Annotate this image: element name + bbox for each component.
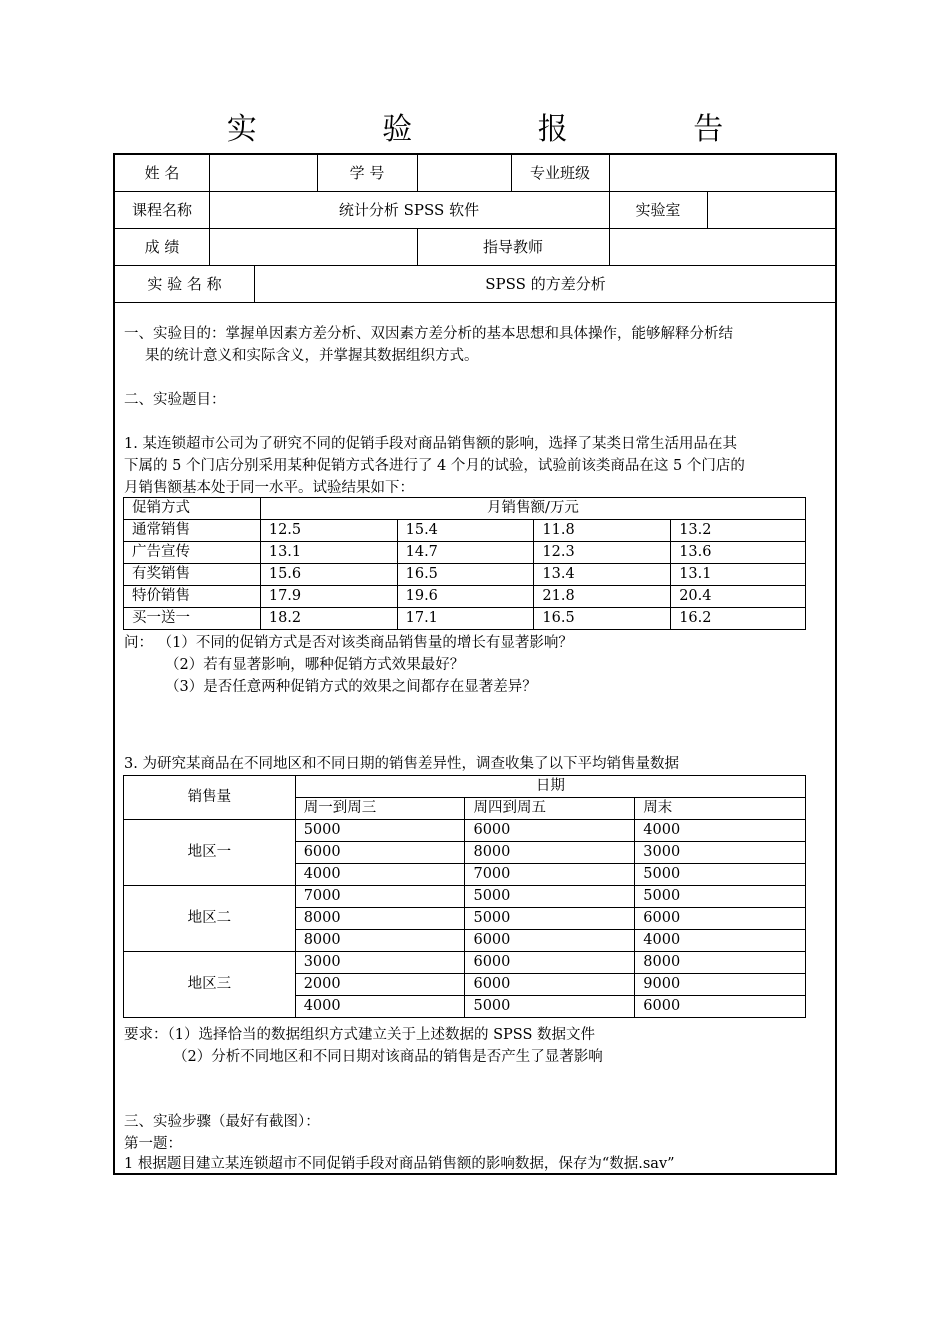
q1-line-3: 月销售额基本处于同一水平。试验结果如下： [124,480,414,496]
date-header: 日期 [295,776,805,798]
column-header: 周四到周五 [465,798,635,820]
table-cell: 8000 [295,908,465,930]
table-cell: 16.5 [534,608,671,630]
table-cell: 5000 [465,996,635,1018]
q1-line-1: 1. 某连锁超市公司为了研究不同的促销手段对商品销售额的影响，选择了某类日常生活用品在其 [124,436,737,452]
region-label: 地区三 [124,952,296,1018]
experiment-name-value: SPSS 的方差分析 [485,275,606,293]
row-label: 买一送一 [124,608,261,630]
table-cell: 5000 [295,820,465,842]
table-cell: 20.4 [671,586,806,608]
table-cell: 6000 [635,996,806,1018]
report-form [113,153,837,1175]
table-cell: 5000 [635,864,806,886]
table-row [124,886,806,908]
table-cell: 4000 [635,820,806,842]
table-cell: 15.6 [260,564,397,586]
q1-ask-3: （3）是否任意两种促销方式的效果之间都存在显著差异？ [165,679,537,695]
first-question-label: 第一题： [124,1136,182,1152]
table-cell: 8000 [635,952,806,974]
table-cell: 3000 [295,952,465,974]
table-cell: 7000 [295,886,465,908]
q1-line-2: 下属的 5 个门店分别采用某种促销方式各进行了 4 个月的试验，试验前该类商品在这 5 个门店的 [124,458,745,474]
purpose-text-cont: 果的统计意义和实际含义，并掌握其数据组织方式。 [145,348,479,364]
table-cell: 6000 [465,930,635,952]
table-header-row [124,498,806,520]
table-cell: 6000 [465,974,635,996]
table-cell: 5000 [465,886,635,908]
table-row [124,608,806,630]
table-row [124,820,806,842]
table-cell: 17.9 [260,586,397,608]
table-cell: 7000 [465,864,635,886]
table-cell: 15.4 [397,520,534,542]
lab-room-label: 实验室 [635,201,681,219]
table-cell: 16.2 [671,608,806,630]
table-cell: 2000 [295,974,465,996]
table-cell: 5000 [465,908,635,930]
table-cell: 8000 [295,930,465,952]
table-header-row [124,776,806,798]
course-label: 课程名称 [131,201,192,219]
table-cell: 17.1 [397,608,534,630]
topics-heading: 二、实验题目： [124,392,226,408]
table-cell: 13.2 [671,520,806,542]
purpose-text: 一、实验目的：掌握单因素方差分析、双因素方差分析的基本思想和具体操作，能够解释分析结 [124,326,733,342]
table-row [124,564,806,586]
major-class-label: 专业班级 [529,164,590,182]
column-header: 周末 [635,798,806,820]
table-cell: 11.8 [534,520,671,542]
column-header: 周一到周三 [295,798,465,820]
table-row [124,586,806,608]
student-id-label: 学 号 [349,164,385,182]
table-cell: 14.7 [397,542,534,564]
region-label: 地区一 [124,820,296,886]
region-label: 地区二 [124,886,296,952]
steps-heading: 三、实验步骤（最好有截图）： [124,1114,320,1130]
table-cell: 13.4 [534,564,671,586]
column-header: 促销方式 [124,498,261,520]
table-cell: 6000 [465,820,635,842]
table-cell: 3000 [635,842,806,864]
table-cell: 6000 [295,842,465,864]
q1-ask-2: （2）若有显著影响，哪种促销方式效果最好？ [165,657,465,673]
table-row [124,952,806,974]
q1-ask-1: 问： （1）不同的促销方式是否对该类商品销售量的增长有显著影响？ [124,635,573,651]
row-label: 广告宣传 [124,542,261,564]
region-date-sales-table [123,775,806,1018]
table-cell: 4000 [635,930,806,952]
column-header: 月销售额/万元 [260,498,805,520]
q3-requirement-2: （2）分析不同地区和不同日期对该商品的销售是否产生了显著影响 [173,1049,603,1065]
corner-header: 销售量 [124,776,296,820]
table-row [124,520,806,542]
table-cell: 4000 [295,864,465,886]
table-cell: 9000 [635,974,806,996]
table-row [124,542,806,564]
row-label: 特价销售 [124,586,261,608]
grade-label: 成 绩 [144,238,180,256]
row-label: 有奖销售 [124,564,261,586]
table-cell: 5000 [635,886,806,908]
table-cell: 12.3 [534,542,671,564]
table-cell: 18.2 [260,608,397,630]
table-cell: 6000 [465,952,635,974]
table-cell: 16.5 [397,564,534,586]
step-1-text: 1 根据题目建立某连锁超市不同促销手段对商品销售额的影响数据，保存为“数据.sav” [124,1156,675,1172]
table-cell: 6000 [635,908,806,930]
table-cell: 13.1 [260,542,397,564]
table-cell: 4000 [295,996,465,1018]
table-cell: 21.8 [534,586,671,608]
q3-line: 3. 为研究某商品在不同地区和不同日期的销售差异性，调查收集了以下平均销售量数据 [124,756,679,772]
table-cell: 12.5 [260,520,397,542]
table-cell: 19.6 [397,586,534,608]
report-title: 实 验 报 告 [226,112,782,147]
table-cell: 13.6 [671,542,806,564]
q3-requirement-1: 要求：（1）选择恰当的数据组织方式建立关于上述数据的 SPSS 数据文件 [124,1027,595,1043]
name-label: 姓 名 [144,164,180,182]
table-cell: 13.1 [671,564,806,586]
row-label: 通常销售 [124,520,261,542]
course-value: 统计分析 SPSS 软件 [338,201,480,219]
instructor-label: 指导教师 [482,238,543,256]
promotion-sales-table [123,497,806,630]
table-cell: 8000 [465,842,635,864]
experiment-name-label: 实 验 名 称 [147,275,222,293]
